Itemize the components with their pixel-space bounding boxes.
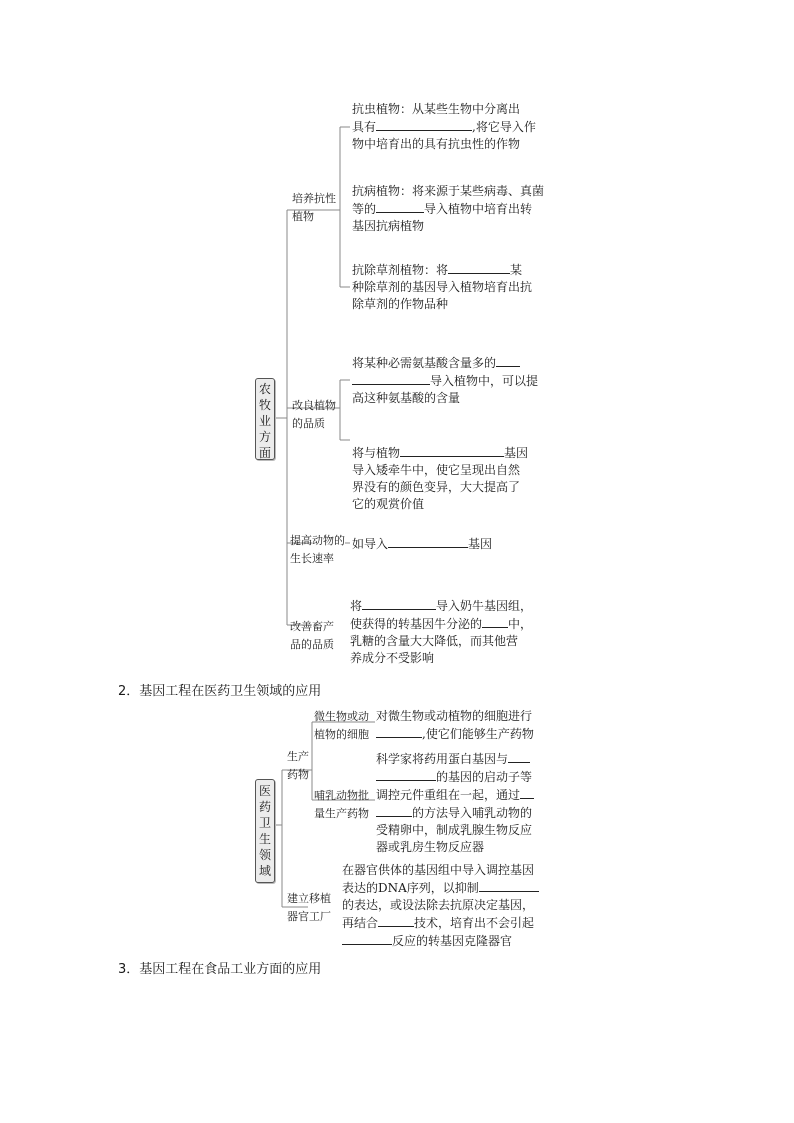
leaf-line: 物中培育出的具有抗虫性的作物 [352,137,521,151]
leaf-text: 抗除草剂植物：将 [352,263,449,277]
med-root-box [255,779,275,883]
leaf-text: 调控元件重组在一起，通过 [376,788,521,802]
branch-label-line: 建立移植 [287,892,331,905]
leaf-line: 对微生物或动植物的细胞进行 [376,709,533,723]
leaf-line [376,804,534,822]
branch-label-line: 微生物或动 [314,710,369,723]
branch-label-line: 改善畜产 [290,620,334,633]
agri-root-box [255,378,275,460]
leaf-line [352,200,544,218]
med-sub-microbe-cells [314,708,369,744]
branch-label-line: 品的品质 [290,638,334,651]
leaf-dairy-cow [350,597,532,667]
branch-label-line: 哺乳动物批 [314,789,369,802]
fill-blank [378,914,414,927]
fill-blank [376,200,424,213]
leaf-line [352,444,528,462]
med-branch-organ-factory [287,890,331,926]
leaf-line [342,879,539,897]
med-root-char: 卫 [258,816,271,830]
agri-root-char: 农 [258,382,271,396]
leaf-text: 将 [350,599,363,613]
section-2-heading: 2．基因工程在医药卫生领域的应用 [118,684,322,699]
leaf-line [350,615,532,633]
section-3-heading: 3．基因工程在食品工业方面的应用 [118,962,322,977]
agri-root-char: 业 [258,414,271,428]
leaf-line [342,914,539,932]
leaf-text: 如导入 [352,537,389,551]
leaf-disease-resistant [352,183,544,235]
leaf-text: 反应的转基因克隆器官 [392,934,513,948]
leaf-line [352,535,492,553]
leaf-line: 乳糖的含量大大降低，而其他营 [350,634,519,648]
leaf-line: 种除草剂的基因导入植物培育出抗 [352,280,533,294]
branch-label-line: 改良植物 [292,399,336,412]
leaf-text: 等的 [352,202,377,216]
leaf-text: 表达的DNA序列，以抑制 [342,881,479,895]
branch-label-line: 植物的细胞 [314,728,369,741]
agri-root-char: 方 [258,430,271,444]
leaf-line [352,354,538,372]
leaf-text: 将与植物 [352,446,401,460]
leaf-text: 某 [510,263,523,277]
agri-branch-improve-quality [292,397,336,433]
leaf-text: 科学家将药用蛋白基因与 [376,752,509,766]
leaf-line [352,118,536,136]
med-root-char: 域 [258,864,271,878]
leaf-text: 导入奶牛基因组， [436,599,533,613]
agri-branch-resistant-plants [292,190,336,226]
branch-label-line: 生产 [287,750,309,763]
fill-blank [388,535,468,548]
leaf-text: 导入植物中，可以提 [430,374,539,388]
leaf-text: ,使它们能够生产药物 [422,727,534,741]
leaf-insect-resistant [352,101,536,153]
leaf-text: 的基因的启动子等 [436,770,533,784]
fill-blank [376,118,472,131]
med-root-char: 医 [258,784,271,798]
leaf-organ-donor [342,862,539,950]
fill-blank [520,786,534,799]
branch-label-line: 的品质 [292,417,325,430]
leaf-text: 中， [508,617,533,631]
branch-label-line: 提高动物的 [290,534,345,547]
fill-blank [400,444,504,457]
leaf-text: 使获得的转基因牛分泌的 [350,617,483,631]
leaf-growth-gene [352,535,492,553]
leaf-text: 具有 [352,120,377,134]
med-root-char: 药 [258,800,271,814]
leaf-text: 将某种必需氨基酸含量多的 [352,356,497,370]
fill-blank [342,932,392,945]
leaf-line: 在器官供体的基因组中导入调控基因 [342,863,535,877]
fill-blank [376,804,412,817]
leaf-line [350,597,532,615]
med-root-char: 生 [258,832,271,846]
fill-blank [352,372,430,385]
fill-blank [479,879,539,892]
leaf-text: 再结合 [342,916,379,930]
leaf-line: 养成分不受影响 [350,651,435,665]
leaf-line: 器或乳房生物反应器 [376,840,485,854]
med-root-char: 领 [258,848,271,862]
branch-label-line: 量生产药物 [314,807,369,820]
leaf-line [352,261,532,279]
branch-label-line: 植物 [292,210,314,223]
leaf-line [376,725,534,743]
leaf-text: ,将它导入作 [472,120,536,134]
leaf-text: 导入植物中培育出转 [424,202,533,216]
agri-branch-livestock-quality [290,618,334,654]
leaf-cell-transform [376,708,534,743]
branch-label-line: 生长速率 [290,552,334,565]
branch-label-line: 药物 [287,768,309,781]
leaf-herbicide-resistant [352,261,532,313]
leaf-line: 的表达，或设法除去抗原决定基因， [342,898,535,912]
agri-branch-growth-rate [290,532,345,568]
branch-label-line: 培养抗性 [292,192,336,205]
leaf-line [376,786,534,804]
leaf-line [376,750,534,768]
leaf-line: 受精卵中，制成乳腺生物反应 [376,823,533,837]
fill-blank [448,261,510,274]
leaf-line: 它的观赏价值 [352,497,425,511]
leaf-line [342,932,539,950]
leaf-mammary-bioreactor [376,750,534,856]
leaf-amino-acid [352,354,538,407]
med-sub-mammal-production [314,787,369,823]
leaf-line: 高这种氨基酸的含量 [352,391,461,405]
leaf-text: 的方法导入哺乳动物的 [412,806,533,820]
leaf-line [376,768,534,786]
fill-blank [508,750,530,763]
leaf-text: 基因 [468,537,493,551]
leaf-line [352,372,538,390]
leaf-line: 除草剂的作物品种 [352,297,449,311]
leaf-line: 导入矮牵牛中，使它呈现出自然 [352,463,521,477]
leaf-line: 抗病植物：将来源于某些病毒、真菌 [352,184,545,198]
leaf-text: 基因 [504,446,529,460]
fill-blank [496,354,520,367]
agri-root-char: 牧 [258,398,271,412]
leaf-petunia-color [352,444,528,513]
agri-root-char: 面 [258,446,271,460]
leaf-line: 抗虫植物：从某些生物中分离出 [352,102,521,116]
fill-blank [362,597,436,610]
leaf-text: 技术，培育出不会引起 [414,916,535,930]
fill-blank [376,725,422,738]
branch-label-line: 器官工厂 [287,910,331,923]
fill-blank [482,615,508,628]
med-branch-produce-drugs [287,748,309,784]
leaf-line: 基因抗病植物 [352,219,425,233]
leaf-line: 界没有的颜色变异，大大提高了 [352,480,521,494]
fill-blank [376,768,436,781]
